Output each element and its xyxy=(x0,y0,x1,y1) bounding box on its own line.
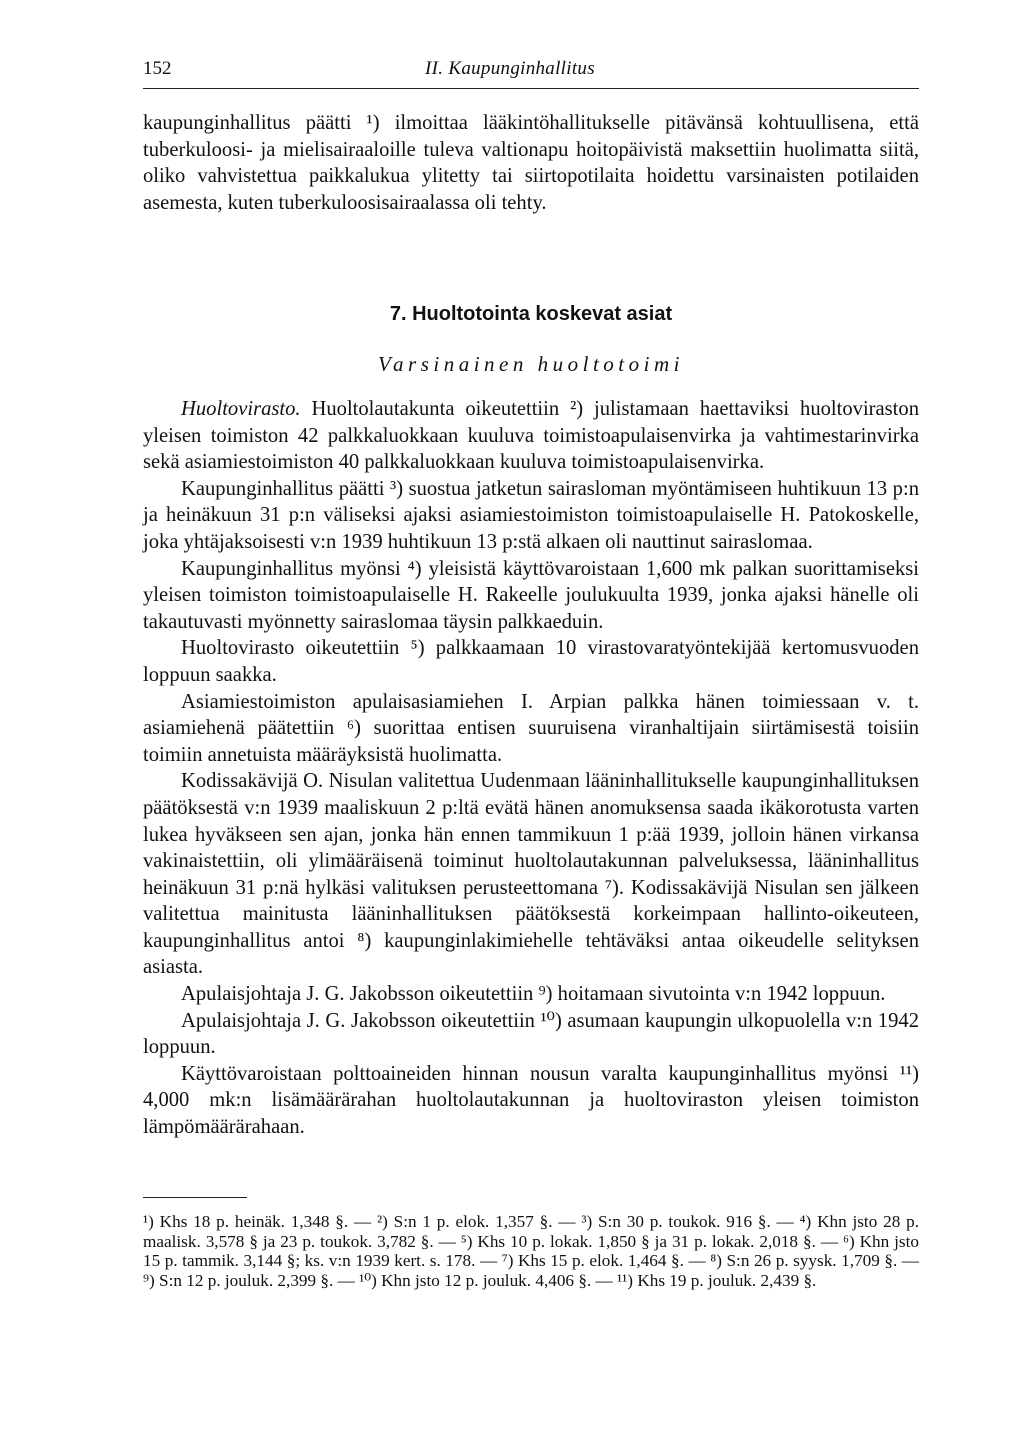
body-text xyxy=(143,396,919,1141)
paragraph: Käyttövaroistaan polttoaineiden hinnan nousun varalta kaupunginhallitus myönsi ¹¹) 4,000 mk:n lisämäärärahan huoltolautakunnan ja huoltoviraston yleisen toimiston lämpömäärärahaan. xyxy=(143,1062,919,1139)
paragraph: Kodissakävijä O. Nisulan valitettua Uudenmaan lääninhallitukselle kaupunginhallituksen päätöksestä v:n 1939 maaliskuun 2 p:ltä evätä hänen anomuksensa saada ikäkorotusta varten lukea hyväkseen sen ajan, jonka hän ennen tammikuun 1 p:ää 1939, jolloin hänen virkansa vakinaistettiin, oli ylimääräisenä toiminut huoltolautakunnan palveluksessa, lääninhallitus heinäkuun 31 p:nä hylkäsi valituksen perusteettomana ⁷). Kodissakävijä Nisulan sen jälkeen valitettua mainitusta lääninhallituksen päätöksestä korkeimpaan hallinto-oikeuteen, kaupunginhallitus antoi ⁸) kaupunginlakimiehelle tehtäväksi antaa oikeudelle selityksen asiasta. xyxy=(143,770,919,979)
footnotes-text: ¹) Khs 18 p. heinäk. 1,348 §. — ²) S:n 1 p. elok. 1,357 §. — ³) S:n 30 p. toukok. 916 §. — ⁴) Khn jsto 28 p. maalisk. 3,578 § ja 23 p. toukok. 3,782 §. — ⁵) Khs 10 p. lokak. 1,850 § ja 31 p. lokak. 2,018 §. — ⁶) Khn jsto 15 p. tammik. 3,144 §; ks. v:n 1939 kert. s. 178. — ⁷) Khs 15 p. elok. 1,464 §. — ⁸) S:n 26 p. syysk. 1,709 §. — ⁹) S:n 12 p. jouluk. 2,399 §. — ¹⁰) Khn jsto 12 p. jouluk. 4,406 §. — ¹¹) Khs 19 p. jouluk. 2,439 §. xyxy=(143,1212,919,1290)
run-in-heading: Huoltovirasto. xyxy=(181,398,301,420)
paragraph: Apulaisjohtaja J. G. Jakobsson oikeutettiin ¹⁰) asumaan kaupungin ulkopuolella v:n 1942 loppuun. xyxy=(143,1009,919,1059)
subsection-title: Varsinainen huoltotoimi xyxy=(378,352,684,376)
section-title: 7. Huoltotointa koskevat asiat xyxy=(389,303,673,325)
intro-paragraph xyxy=(143,110,919,216)
page-number: 152 xyxy=(143,58,172,79)
intro-text: kaupunginhallitus päätti ¹) ilmoittaa lääkintöhallitukselle pitävänsä kohtuullisena, että tuberkuloosi- ja mielisairaaloille tuleva valtionapu hoitopäivistä maksettiin huolimatta siitä, oliko vahvistettua paikkalukua ylitetty tai siirtopotilaita hoidettu varsinaisten potilaiden asemesta, kuten tuberkuloosisairaalassa oli tehty. xyxy=(143,112,919,214)
paragraph: Apulaisjohtaja J. G. Jakobsson oikeutettiin ⁹) hoitamaan sivutointa v:n 1942 loppuun. xyxy=(181,983,886,1006)
paragraph: Asiamiestoimiston apulaisasiamiehen I. Arpian palkka hänen toimiessaan v. t. asiamiehenä päätettiin ⁶) suorittaa entisen suuruisena viranhaltijain siirtämisestä toisiin toimiin annetuista määräyksistä huolimatta. xyxy=(143,690,919,766)
footnotes xyxy=(143,1212,919,1290)
paragraph-text: Huoltolautakunta oikeutettiin ²) julistamaan haettaviksi huoltoviraston yleisen toimiston 42 palkkaluokkaan kuuluva toimistoapulaisenvirka ja vahtimestarinvirka sekä asiamiestoimiston 40 palkkaluokkaan kuuluva toimistoapulaisenvirka. xyxy=(143,398,919,474)
paragraph-huoltovirasto xyxy=(143,396,919,476)
paragraph: Kaupunginhallitus päätti ³) suostua jatketun sairasloman myöntämiseen huhtikuun 13 p:n ja heinäkuun 31 p:n väliseksi ajaksi asiamiestoimiston toimistoapulaiselle H. Patokoskelle, joka yhtäjaksoisesti v:n 1939 huhtikuun 13 p:stä alkaen oli nauttinut sairaslomaa. xyxy=(143,477,919,553)
paragraph: Kaupunginhallitus myönsi ⁴) yleisistä käyttövaroistaan 1,600 mk palkan suorittamiseksi yleisen toimiston toimistoapulaiselle H. Rakeelle joulukuulta 1939, jonka ajaksi hänelle oli takautuvasti myönnetty sairaslomaa täysin palkkaeduin. xyxy=(143,557,919,633)
running-head: II. Kaupunginhallitus xyxy=(425,58,595,79)
page-header xyxy=(143,58,919,89)
footnote-divider xyxy=(143,1197,247,1198)
paragraph: Huoltovirasto oikeutettiin ⁵) palkkaamaan 10 virastovaratyöntekijää kertomusvuoden loppuun saakka. xyxy=(143,637,919,686)
